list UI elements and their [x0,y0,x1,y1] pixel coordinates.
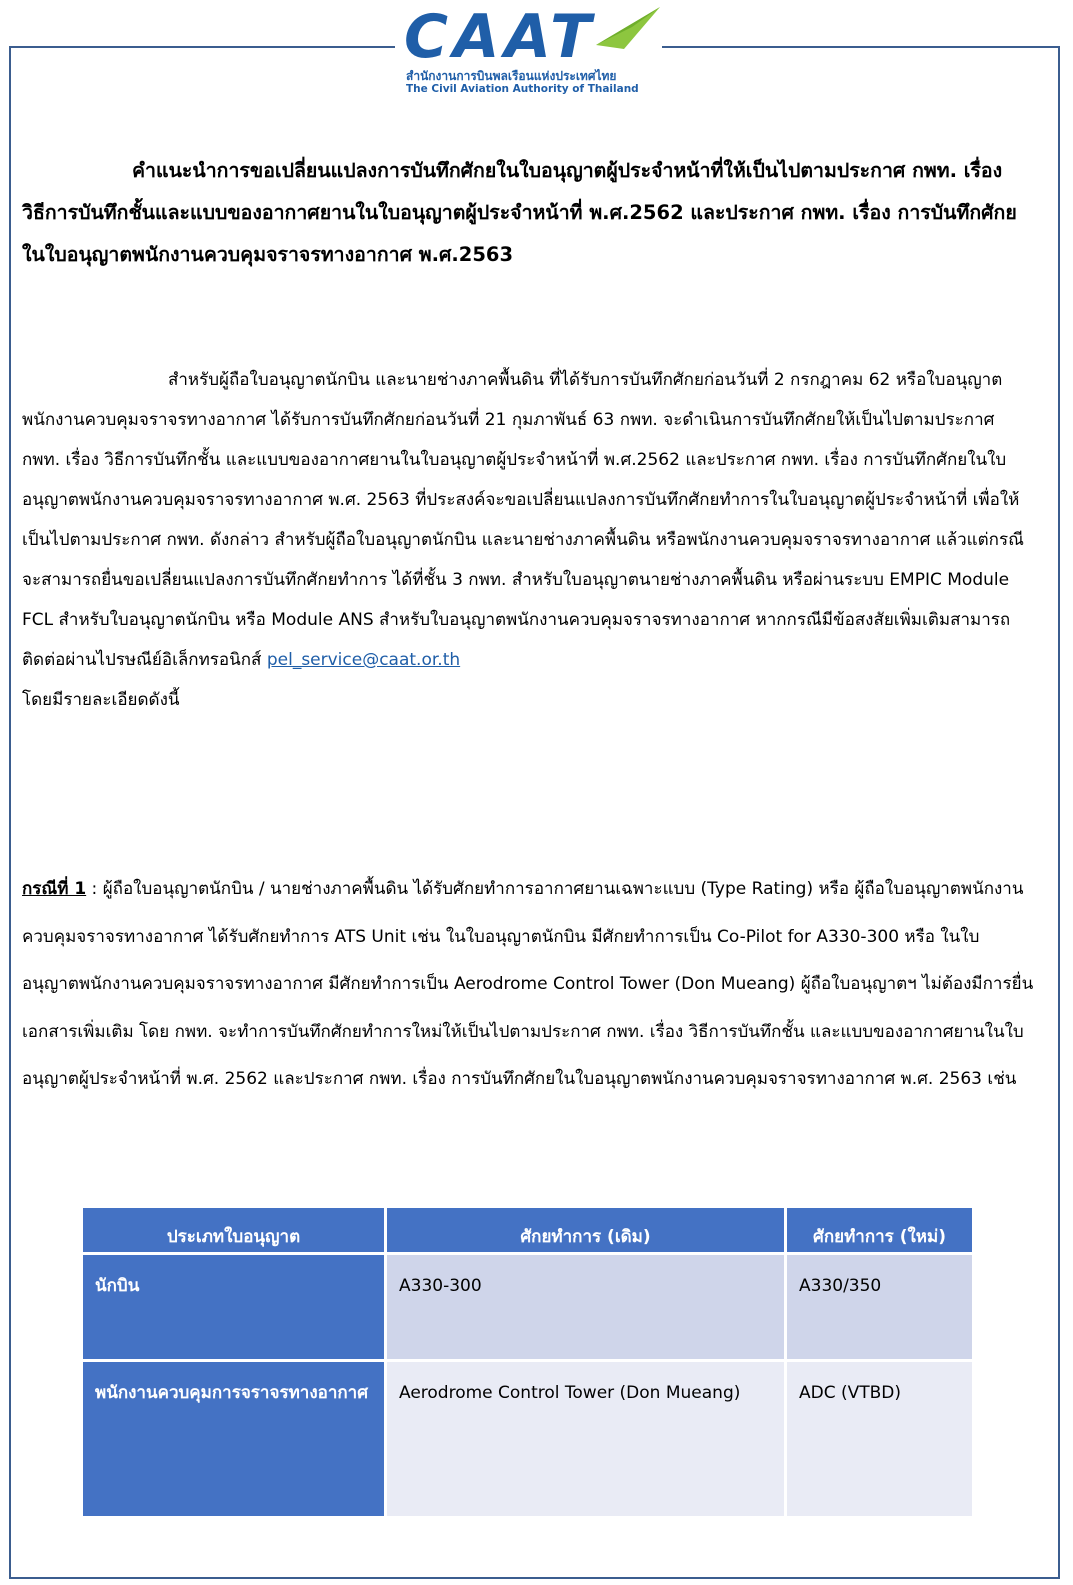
intro-text: สำหรับผู้ถือใบอนุญาตนักบิน และนายช่างภาคพื้นดิน ที่ได้รับการบันทึกศักยก่อนวันที่ 2 กรกฎาคม 62 หรือใบอนุญาตพนักงานควบคุมจราจรทางอากาศ ได้รับการบันทึกศักยก่อนวันที่ 21 กุมภาพันธ์ 63 กพท. จะดำเนินการบันทึกศักยให้เป็นไปตามประกาศ กพท. เรื่อง วิธีการบันทึกชั้น และแบบของอากาศยานในใบอนุญาตผู้ประจำหน้าที่ พ.ศ.2562 และประกาศ กพท. เรื่อง การบันทึกศักยในใบอนุญาตพนักงานควบคุมจราจรทางอากาศ พ.ศ. 2563 ที่ประสงค์จะขอเปลี่ยนแปลงการบันทึกศักยทำการในใบอนุญาตผู้ประจำหน้าที่ เพื่อให้เป็นไปตามประกาศ กพท. ดังกล่าว สำหรับผู้ถือใบอนุญาตนักบิน และนายช่างภาคพื้นดิน หรือพนักงานควบคุมจราจรทางอากาศ แล้วแต่กรณี จะสามารถยื่นขอเปลี่ยนแปลงการบันทึกศักยทำการ ได้ที่ชั้น 3 กพท. สำหรับใบอนุญาตนายช่างภาคพื้นดิน หรือผ่านระบบ EMPIC Module FCL สำหรับใบอนุญาตนักบิน หรือ Module ANS สำหรับใบอนุญาตพนักงานควบคุมจราจรทางอากาศ หากกรณีมีข้อสงสัยเพิ่มเติมสามารถติดต่อผ่านไปรษณีย์อิเล็กทรอนิกส์ [22,370,1024,670]
intro-closing-text: โดยมีรายละเอียดดังนี้ [22,690,180,710]
header-license-type: ประเภทใบอนุญาต [82,1207,386,1254]
email-link[interactable]: pel_service@caat.or.th [266,650,461,670]
logo-english-name: The Civil Aviation Authority of Thailand [406,83,639,95]
cell-old-rating: A330-300 [386,1254,786,1361]
header-old-rating: ศักยทำการ (เดิม) [386,1207,786,1254]
header-new-rating: ศักยทำการ (ใหม่) [786,1207,974,1254]
cell-license-type: พนักงานควบคุมการจราจรทางอากาศ [82,1361,386,1518]
table-row [82,1254,974,1361]
table-row [82,1361,974,1518]
logo-thai-name: สำนักงานการบินพลเรือนแห่งประเทศไทย [406,69,617,83]
frame-top-line-left [9,46,395,48]
case-1-paragraph [22,866,1035,1104]
cell-old-rating: Aerodrome Control Tower (Don Mueang) [386,1361,786,1518]
case-1-text: : ผู้ถือใบอนุญาตนักบิน / นายช่างภาคพื้นดิน ได้รับศักยทำการอากาศยานเฉพาะแบบ (Type Rating) หรือ ผู้ถือใบอนุญาตพนักงานควบคุมจราจรทางอากาศ ได้รับศักยทำการ ATS Unit เช่น ในใบอนุญาตนักบิน มีศักยทำการเป็น Co-Pilot for A330-300 หรือ ในใบอนุญาตพนักงานควบคุมจราจรทางอากาศ มีศักยทำการเป็น Aerodrome Control Tower (Don Mueang) ผู้ถือใบอนุญาตฯ ไม่ต้องมีการยื่นเอกสารเพิ่มเติม โดย กพท. จะทำการบันทึกศักยทำการใหม่ให้เป็นไปตามประกาศ กพท. เรื่อง วิธีการบันทึกชั้น และแบบของอากาศยานในใบอนุญาตผู้ประจำหน้าที่ พ.ศ. 2562 และประกาศ กพท. เรื่อง การบันทึกศักยในใบอนุญาตพนักงานควบคุมจราจรทางอากาศ พ.ศ. 2563 เช่น [22,879,1034,1089]
cell-license-type: นักบิน [82,1254,386,1361]
cell-new-rating: ADC (VTBD) [786,1361,974,1518]
intro-paragraph [22,360,1035,720]
table-header-row [82,1207,974,1254]
rating-table [80,1205,975,1519]
caat-logo [404,2,660,95]
paper-plane-icon [594,5,660,49]
logo-wordmark: CAAT [404,2,597,72]
frame-top-line-right [662,46,1060,48]
cell-new-rating: A330/350 [786,1254,974,1361]
document-title: คำแนะนำการขอเปลี่ยนแปลงการบันทึกศักยในใบอนุญาตผู้ประจำหน้าที่ให้เป็นไปตามประกาศ กพท. เรื่องวิธีการบันทึกชั้นและแบบของอากาศยานในใบอนุญาตผู้ประจำหน้าที่ พ.ศ.2562 และประกาศ กพท. เรื่อง การบันทึกศักยในใบอนุญาตพนักงานควบคุมจราจรทางอากาศ พ.ศ.2563 [22,159,1017,266]
case-1-label: กรณีที่ 1 [22,879,87,899]
